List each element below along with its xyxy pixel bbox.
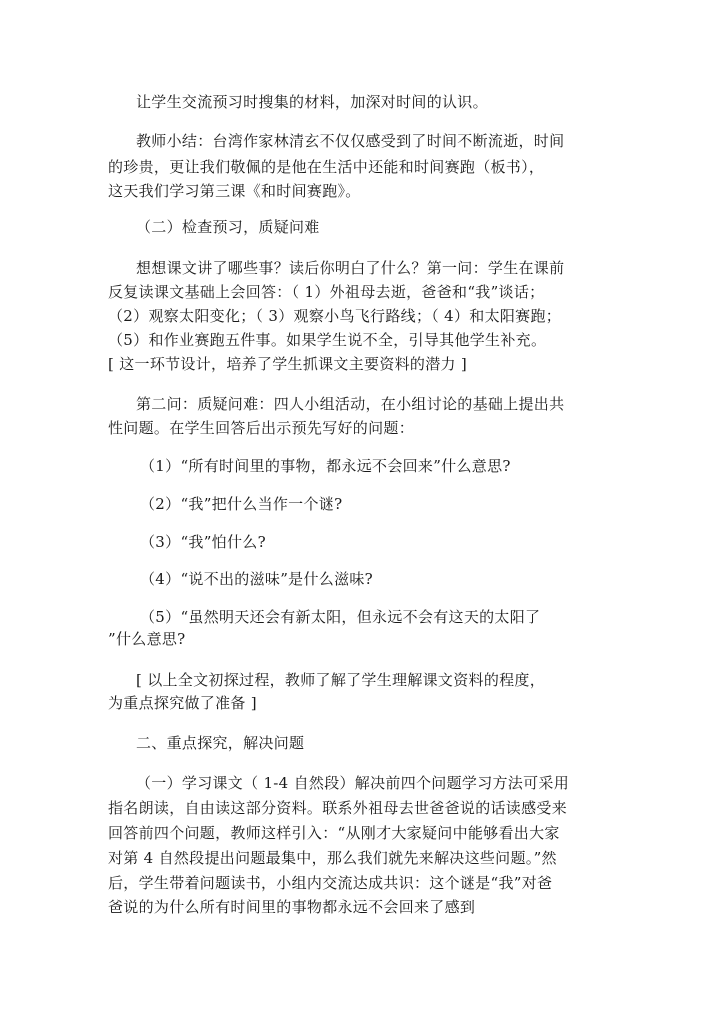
- text-line: 教师小结：台湾作家林清玄不仅仅感受到了时间不断流逝，时间: [136, 132, 565, 150]
- section-heading: （二）检查预习，质疑问难: [136, 218, 320, 236]
- text-line: 的珍贵，更让我们敬佩的是他在生活中还能和时间赛跑（板书），: [108, 158, 545, 176]
- question-4: （4）“说不出的滋味”是什么滋味?: [140, 570, 374, 588]
- question-5-cont: ”什么意思?: [108, 630, 186, 648]
- text-line: 反复读课文基础上会回答：（ 1）外祖母去逝，爸爸和“我”谈话；: [108, 283, 545, 301]
- text-line: （一）学习课文（ 1-4 自然段）解决前四个问题学习方法可采用: [136, 774, 569, 792]
- question-1: （1）“所有时间里的事物，都永远不会回来”什么意思?: [140, 457, 511, 475]
- text-line: 后，学生带着问题读书，小组内交流达成共识：这个谜是“我”对爸: [108, 874, 553, 892]
- question-3: （3）“我”怕什么?: [140, 533, 266, 551]
- text-line: 为重点探究做了准备 ]: [108, 694, 257, 712]
- question-5: （5）“虽然明天还会有新太阳，但永远不会有这天的太阳了: [140, 608, 541, 626]
- text-line: 对第 4 自然段提出问题最集中，那么我们就先来解决这些问题。”然: [108, 849, 557, 867]
- text-line: [ 以上全文初探过程，教师了解了学生理解课文资料的程度，: [136, 671, 546, 689]
- text-line: 回答前四个问题，教师这样引入：“从刚才大家疑问中能够看出大家: [108, 824, 560, 842]
- text-line: 性问题。在学生回答后出示预先写好的问题：: [108, 419, 415, 437]
- text-line: 第二问：质疑问难：四人小组活动，在小组讨论的基础上提出共: [136, 395, 565, 413]
- text-line: 爸说的为什么所有时间里的事物都永远不会回来了感到: [108, 898, 476, 916]
- text-line: （5）和作业赛跑五件事。如果学生说不全，引导其他学生补充。: [108, 331, 547, 349]
- question-2: （2）“我”把什么当作一个谜?: [140, 495, 343, 513]
- text-line: 指名朗读，自由读这部分资料。联系外祖母去世爸爸说的话读感受来: [108, 799, 568, 817]
- section-heading: 二、重点探究，解决问题: [136, 734, 305, 752]
- text-line: [ 这一环节设计，培养了学生抓课文主要资料的潜力 ]: [108, 355, 468, 373]
- text-line: （2）观察太阳变化；（ 3）观察小鸟飞行路线；（ 4）和太阳赛跑；: [108, 307, 562, 325]
- text-line: 想想课文讲了哪些事？读后你明白了什么？第一问：学生在课前: [136, 259, 565, 277]
- text-line: 让学生交流预习时搜集的材料，加深对时间的认识。: [136, 93, 488, 111]
- text-line: 这天我们学习第三课《和时间赛跑》。: [108, 182, 361, 200]
